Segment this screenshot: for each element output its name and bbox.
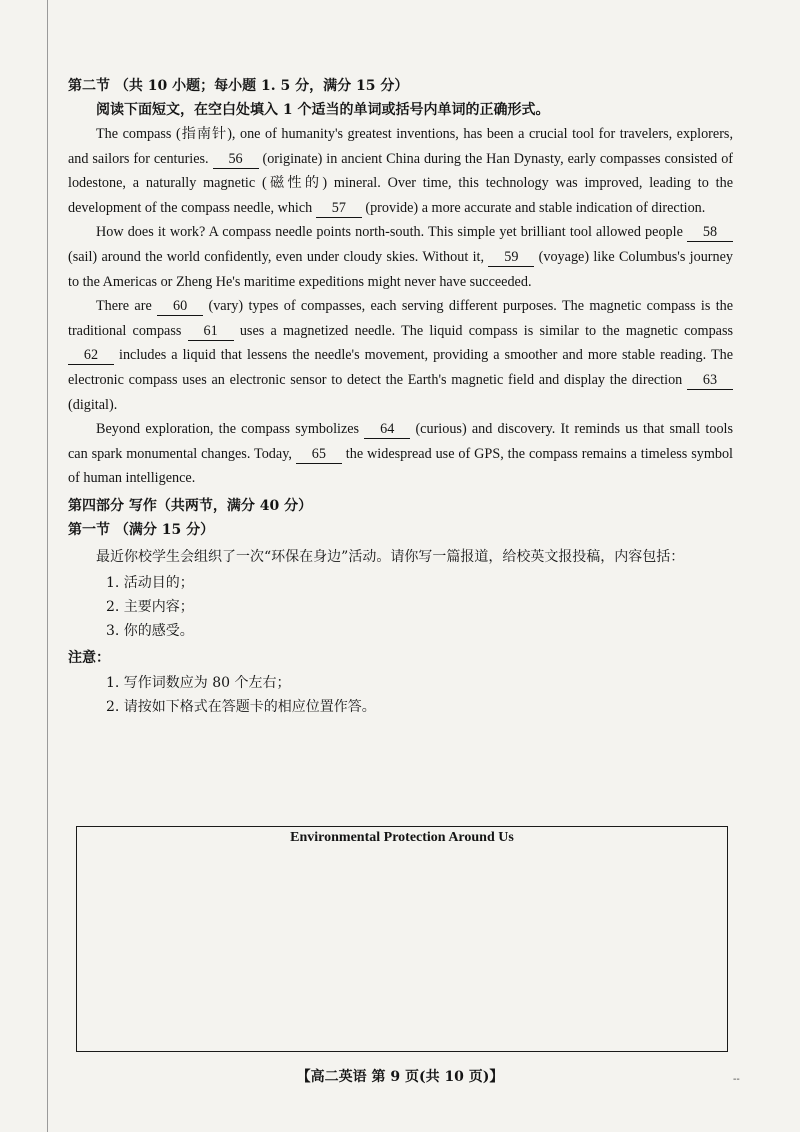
note-item: 1. 写作词数应为 80 个左右； (106, 674, 291, 691)
exam-page (68, 76, 733, 719)
blank-61: 61 (188, 322, 234, 341)
note-item: 2. 请按如下格式在答题卡的相应位置作答。 (106, 698, 376, 715)
content-points (68, 571, 733, 643)
blank-60: 60 (157, 297, 203, 316)
corner-mark: -- (733, 1074, 740, 1085)
blank-56: 56 (213, 150, 259, 169)
passage-paragraph-2: How does it work? A compass needle points north-south. This simple yet brilliant tool allowed people 58 (sail) around the world confidently, even under cloudy skies. Without it, 59 (voyage) like Columbus's journey to the Americas or Zheng He's maritime expeditions might never have succeeded. (68, 224, 734, 290)
writing-task: 最近你校学生会组织了一次“环保在身边”活动。请你写一篇报道，给校英文报投稿，内容包括： (96, 548, 685, 565)
answer-box-title: Environmental Protection Around Us (290, 830, 514, 845)
blank-58: 58 (687, 223, 733, 242)
passage-paragraph-1: The compass (指南针), one of humanity's greatest inventions, has been a crucial tool for travelers, explorers, and sailors for centuries. 56 (originate) in ancient China during the Han Dynasty, early compasses consisted of lodestone, a naturally magnetic (磁性的) mineral. Over time, this technology was improved, leading to the development of the compass needle, which 57 (provide) a more accurate and stable indication of direction. (68, 126, 734, 216)
passage-paragraph-3: There are 60 (vary) types of compasses, each serving different purposes. The magnetic compass is the traditional compass 61 uses a magnetized needle. The liquid compass is similar to the magnetic compass 62 includes a liquid that lessens the needle's movement, providing a smoother and more stable reading. The electronic compass uses an electronic sensor to detect the Earth's magnetic field and display the direction 63 (digital). (68, 298, 734, 413)
blank-63: 63 (687, 371, 733, 390)
blank-57: 57 (316, 199, 362, 218)
section-heading: 第二节 （共 10 小题；每小题 1. 5 分，满分 15 分） (68, 78, 409, 94)
writing-sub-heading: 第一节 （满分 15 分） (68, 521, 215, 538)
blank-59: 59 (488, 248, 534, 267)
page-footer: 【高二英语 第 9 页(共 10 页)】 (296, 1069, 504, 1085)
writing-part-heading: 第四部分 写作（共两节，满分 40 分） (68, 497, 313, 514)
section-instruction: 阅读下面短文，在空白处填入 1 个适当的单词或括号内单词的正确形式。 (96, 102, 550, 118)
binding-margin-line (47, 0, 48, 1132)
passage-paragraph-4: Beyond exploration, the compass symbolizes 64 (curious) and discovery. It reminds us that small tools can spark monumental changes. Today, 65 the widespread use of GPS, the compass remains a timeless symbol of human intelligence. (68, 421, 734, 487)
content-point: 1. 活动目的； (106, 574, 194, 591)
blank-62: 62 (68, 346, 114, 365)
answer-box[interactable] (76, 826, 728, 1052)
note-heading: 注意： (68, 649, 110, 666)
blank-65: 65 (296, 445, 342, 464)
content-point: 2. 主要内容； (106, 598, 194, 615)
content-point: 3. 你的感受。 (106, 622, 194, 639)
notes-list (68, 671, 733, 719)
blank-64: 64 (364, 420, 410, 439)
